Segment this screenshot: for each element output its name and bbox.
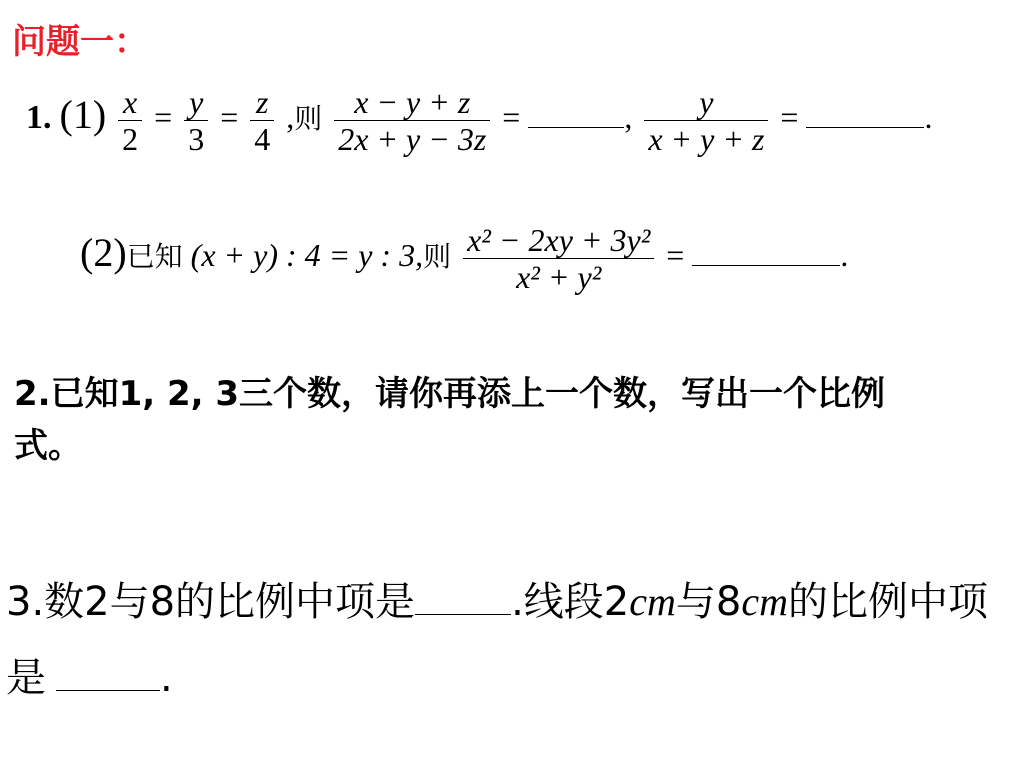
fraction-denominator: 3 xyxy=(188,121,205,157)
fraction-numerator: z xyxy=(250,84,274,121)
question-3-part-b: .线段2 xyxy=(511,579,630,625)
question-2-text: 2.已知1, 2, 3三个数，请你再添上一个数，写出一个比例式。 xyxy=(14,374,886,466)
fraction-x-over-2 xyxy=(118,84,142,157)
answer-blank-4[interactable] xyxy=(415,584,511,615)
equals-sign: = xyxy=(502,98,521,135)
period: . xyxy=(924,98,933,135)
question-3-part-d: 的比例中项是 xyxy=(6,579,988,701)
fraction-numerator: y xyxy=(184,84,208,121)
question-3-part-c: 与8 xyxy=(675,579,742,625)
expression-fraction-1 xyxy=(334,84,490,157)
unit-cm: cm xyxy=(741,579,788,624)
fraction-numerator: x − y + z xyxy=(334,84,490,121)
equals-sign: = xyxy=(220,98,239,135)
then-text: 则 xyxy=(294,101,323,135)
answer-blank-3[interactable] xyxy=(692,243,840,266)
fraction-numerator: x xyxy=(118,84,142,121)
part-1-label: (1) xyxy=(59,91,107,137)
answer-blank-1[interactable] xyxy=(528,105,624,128)
equals-sign: = xyxy=(666,236,685,273)
fraction-z-over-4 xyxy=(250,84,274,157)
fraction-y-over-3 xyxy=(184,84,208,157)
fraction-denominator: 2x + y − 3z xyxy=(338,121,487,157)
fraction-denominator: 2 xyxy=(122,121,139,157)
answer-blank-5[interactable] xyxy=(56,660,160,691)
ratio-condition: (x + y) : 4 = y : 3, xyxy=(190,236,424,273)
fraction-numerator: y xyxy=(644,84,768,121)
section-heading: 问题一： xyxy=(12,22,148,62)
question-1-number: 1. xyxy=(26,98,52,136)
question-1-part-1 xyxy=(26,84,932,157)
known-text: 已知 xyxy=(126,239,183,273)
comma: , xyxy=(286,98,295,135)
fraction-numerator: x² − 2xy + 3y² xyxy=(463,222,654,259)
then-text: 则 xyxy=(423,239,452,273)
expression-fraction-2 xyxy=(644,84,768,157)
fraction-denominator: x + y + z xyxy=(648,121,765,157)
equals-sign: = xyxy=(780,98,799,135)
comma: , xyxy=(624,98,633,135)
expression-fraction-3 xyxy=(463,222,654,295)
part-2-label: (2) xyxy=(80,229,127,275)
question-3 xyxy=(6,564,1006,716)
fraction-denominator: x² + y² xyxy=(516,259,602,295)
period: . xyxy=(160,655,173,701)
equals-sign: = xyxy=(154,98,173,135)
question-1-part-2 xyxy=(80,222,848,295)
fraction-denominator: 4 xyxy=(254,121,271,157)
unit-cm: cm xyxy=(629,579,676,624)
answer-blank-2[interactable] xyxy=(806,105,924,128)
period: . xyxy=(840,236,849,273)
question-3-part-a: 3.数2与8的比例中项是 xyxy=(6,579,416,625)
